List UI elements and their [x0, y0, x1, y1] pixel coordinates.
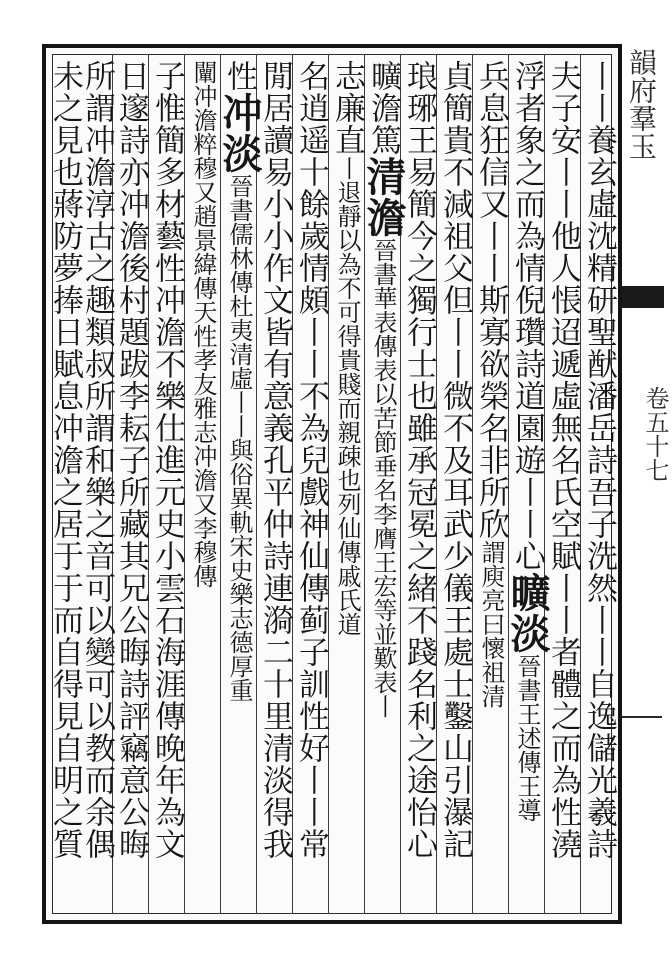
- column-text: 兵息狂信又丨丨斯寡欲榮名非所欣: [473, 60, 509, 540]
- column-rule: [220, 54, 221, 914]
- column-text: 曠澹篤: [365, 60, 401, 156]
- text-column: [360, 60, 407, 908]
- entry-sub-qing-dan-2: 丨退靜以為不可得貴賤而親疎也列仙傳戚氏道: [333, 156, 361, 636]
- entry-sub-kuang-dan-2: 謂庾亮曰懷祖清: [477, 540, 505, 708]
- text-column: [329, 60, 365, 908]
- text-column: [473, 60, 509, 908]
- margin-tick: [618, 716, 662, 718]
- entry-sub-chong-dan-2: 闡冲澹粹穆又趙景緯傳天性孝友雅志冲澹又李穆傳: [189, 60, 217, 588]
- column-text: 志廉直: [329, 60, 365, 156]
- text-column: 所謂冲澹淳古之趣類叔所謂和樂之音可以變可以教而余偶: [79, 60, 115, 860]
- text-column: 閒居讀易小小作文皆有意義孔平仲詩連漪二十里清淡得我: [257, 60, 293, 860]
- volume-label: 卷五十七: [641, 386, 669, 482]
- column-text: 性: [221, 60, 257, 92]
- text-column: [216, 60, 263, 908]
- margin-header: 韻府羣玉: [625, 48, 658, 160]
- entry-head-kuang-dan: 曠淡: [504, 572, 551, 654]
- text-frame: [42, 44, 622, 924]
- text-column: 子惟簡多材藝性冲澹不樂仕進元史小雲石海涯傳晚年為文: [149, 60, 185, 860]
- text-column: 貞簡貴不減祖父但丨丨微不及耳武少儀王處士鑿山引瀑記: [437, 60, 473, 860]
- entry-sub-chong-dan: 晉書儒林傳杜夷清虛丨丨與俗異軌宋史樂志德厚重: [225, 174, 253, 702]
- text-column: 琅琊王易簡今之獨行士也雖承冠冕之緒不踐名利之途怡心: [401, 60, 437, 860]
- text-column: 日邃詩亦冲澹後村題跋李耘子所藏其兄公晦詩評竊意公晦: [113, 60, 149, 860]
- text-column: 夫子安丨丨他人悵迢遞虛無名氏空賦丨丨者體之而為性澆: [545, 60, 581, 860]
- entry-head-chong-dan: 冲淡: [216, 92, 263, 174]
- entry-head-qing-dan: 清澹: [360, 156, 407, 238]
- text-column: 未之見也蔣防夢捧日賦息冲澹之居于于而自得見自明之質: [47, 60, 83, 860]
- text-column: [504, 60, 551, 908]
- fishtail-mark: [618, 286, 664, 308]
- text-column: 丨丨養玄虛沈精研聖猷潘岳詩吾子洗然丨丨自逸儲光羲詩: [581, 60, 617, 860]
- text-column: [188, 60, 220, 908]
- column-text: 浮者象之而為情倪瓚詩道園遊丨丨心: [509, 60, 545, 572]
- entry-sub-kuang-dan: 晉書王述傳王導: [513, 654, 541, 822]
- entry-sub-qing-dan: 晉書華表傳表以苦節垂名李膺王宏等並歎表丨: [369, 238, 397, 718]
- text-column: 名逍遥十餘歲情頗丨丨不為兒戲神仙傳蓟子訓性好丨丨常: [293, 60, 329, 860]
